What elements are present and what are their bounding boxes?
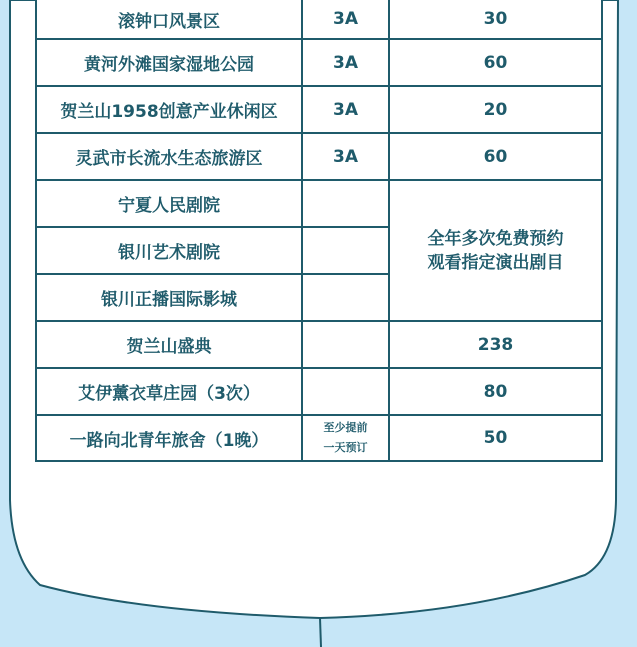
venue-name: 滚钟口风景区 [36, 0, 302, 39]
venue-level [302, 274, 389, 321]
venue-price: 50 [389, 415, 602, 461]
venue-name: 银川艺术剧院 [36, 227, 302, 274]
venue-name: 灵武市长流水生态旅游区 [36, 133, 302, 180]
venue-level: 3A [302, 39, 389, 86]
venue-level [302, 180, 389, 227]
venue-name: 一路向北青年旅舍（1晚） [36, 415, 302, 461]
venue-price: 20 [389, 86, 602, 133]
venue-level [302, 368, 389, 415]
venue-name: 银川正播国际影城 [36, 274, 302, 321]
venue-price: 238 [389, 321, 602, 368]
venue-name: 艾伊薰衣草庄园（3次） [36, 368, 302, 415]
venue-level: 3A [302, 133, 389, 180]
venue-name: 黄河外滩国家湿地公园 [36, 39, 302, 86]
venue-name: 贺兰山1958创意产业休闲区 [36, 86, 302, 133]
table-row [36, 321, 602, 368]
venue-level [302, 227, 389, 274]
venue-name: 贺兰山盛典 [36, 321, 302, 368]
table-row [36, 180, 602, 227]
table-row [36, 133, 602, 180]
merged-note [389, 180, 602, 321]
card-tail-line [320, 618, 321, 647]
table-row [36, 0, 602, 39]
table-row [36, 415, 602, 461]
level-note-line1: 至少提前 [323, 421, 368, 434]
venue-price: 60 [389, 39, 602, 86]
venue-level [302, 321, 389, 368]
venue-price: 60 [389, 133, 602, 180]
venue-level: 3A [302, 86, 389, 133]
venue-price: 30 [389, 0, 602, 39]
merged-note-line1: 全年多次免费预约 [427, 228, 564, 249]
venue-price: 80 [389, 368, 602, 415]
table-row [36, 86, 602, 133]
level-note-line2: 一天预订 [323, 441, 368, 454]
venue-name: 宁夏人民剧院 [36, 180, 302, 227]
ticket-table-container [35, 0, 603, 462]
table-row [36, 368, 602, 415]
venue-level-note [302, 415, 389, 461]
venue-level: 3A [302, 0, 389, 39]
merged-note-line2: 观看指定演出剧目 [427, 252, 564, 273]
ticket-table [35, 0, 603, 462]
table-row [36, 39, 602, 86]
